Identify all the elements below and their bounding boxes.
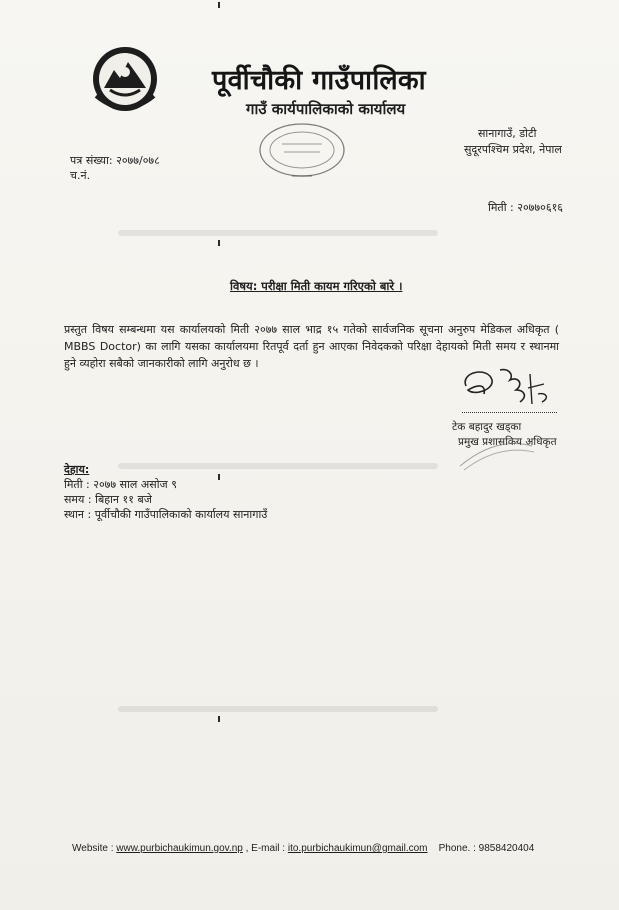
footer — [72, 843, 534, 854]
government-emblem-icon — [90, 44, 160, 114]
dispatch-number: च.नं. — [70, 169, 91, 182]
office-stamp-icon — [252, 118, 352, 188]
signature-icon — [458, 364, 558, 410]
punch-mark — [218, 240, 220, 246]
signatory-name: टेक बहादुर खड्का — [452, 421, 522, 433]
office-subtitle: गाउँ कार्यपालिकाको कार्यालय — [246, 100, 406, 118]
exam-date: मिती : २०७७ साल असोज ९ — [64, 478, 177, 491]
subject-line: विषय: परीक्षा मिती कायम गरिएको बारे । — [230, 279, 403, 293]
signature-stamp-icon — [456, 432, 536, 472]
address-line-1: सानागाउँ, डोटी — [478, 127, 537, 140]
website-link[interactable]: www.purbichaukimun.gov.np — [116, 843, 243, 854]
punch-mark — [218, 716, 220, 722]
address-line-2: सुदूरपश्चिम प्रदेश, नेपाल — [464, 143, 562, 156]
faint-smudge — [118, 706, 438, 712]
email-label: , E-mail : — [245, 843, 286, 854]
signatory-title: प्रमुख प्रशासकिय अधिकृत — [458, 436, 557, 448]
phone-number: Phone. : 9858420404 — [438, 843, 535, 854]
letter-number: पत्र संख्या: २०७७/०७८ — [70, 154, 160, 167]
exam-place: स्थान : पूर्वीचौकी गाउँपालिकाको कार्यालय सानागाउँ — [64, 508, 268, 521]
faint-smudge — [118, 463, 438, 469]
signature-line — [462, 412, 557, 413]
details-heading: देहाय: — [64, 463, 90, 476]
website-label: Website : — [72, 843, 114, 854]
faint-smudge — [118, 230, 438, 236]
punch-mark — [218, 474, 220, 480]
punch-mark — [218, 2, 220, 8]
exam-time: समय : बिहान ११ बजे — [64, 493, 152, 506]
email-link[interactable]: ito.purbichaukimun@gmail.com — [287, 843, 428, 854]
office-title: पूर्वीचौकी गाउँपालिका — [212, 65, 426, 96]
letter-date: मिती : २०७७०६१६ — [488, 201, 564, 214]
letter-body: प्रस्तुत विषय सम्बन्धमा यस कार्यालयको मिती २०७७ साल भाद्र १५ गतेको सार्वजनिक सूचना अनुरुप मेडिकल अधिकृत ( MBBS Doctor) का लागि यसका कार्यालयमा रितपूर्व दर्ता हुन आएका निवेदकको परिक्षा देहायको मिती समय र स्थानमा हुने व्यहोरा सबैको जानकारीको लागि अनुरोध छ । — [64, 323, 559, 370]
